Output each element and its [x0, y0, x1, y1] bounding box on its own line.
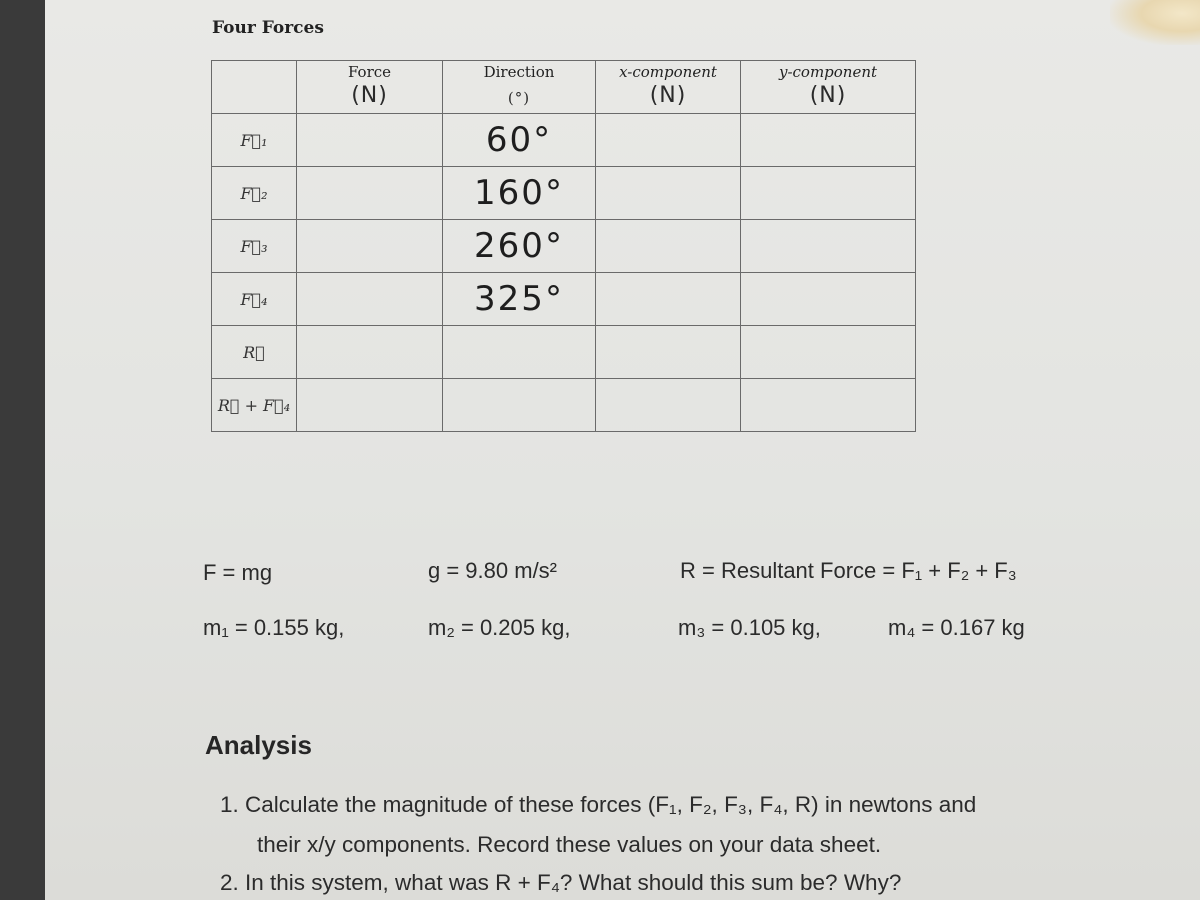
- force-cell[interactable]: [297, 220, 443, 273]
- forces-data-table: [211, 60, 916, 432]
- direction-cell[interactable]: 160°: [443, 167, 596, 220]
- table-row: [212, 220, 916, 273]
- page-title: Four Forces: [212, 18, 324, 38]
- header-force: [297, 61, 443, 114]
- mass-m1: m₁ = 0.155 kg,: [203, 615, 345, 640]
- force-cell[interactable]: [297, 167, 443, 220]
- y-component-cell[interactable]: [741, 326, 916, 379]
- row-label: R⃗ + F⃗₄: [212, 379, 297, 432]
- mass-m4: m₄ = 0.167 kg: [888, 615, 1025, 640]
- header-label: y-component: [778, 63, 878, 81]
- row-label: F⃗₃: [212, 220, 297, 273]
- row-label: R⃗: [212, 326, 297, 379]
- header-label: x-component: [619, 63, 717, 81]
- y-component-cell[interactable]: [741, 379, 916, 432]
- header-unit-handwritten: (N): [351, 83, 388, 108]
- direction-cell[interactable]: [443, 379, 596, 432]
- equation-gravity: g = 9.80 m/s²: [428, 558, 558, 583]
- x-component-cell[interactable]: [596, 167, 741, 220]
- header-empty-cell: [212, 61, 297, 114]
- question-1-line-1: 1. Calculate the magnitude of these forces (F₁, F₂, F₃, F₄, R) in newtons and: [220, 792, 977, 817]
- force-cell[interactable]: [297, 114, 443, 167]
- table-header-row: [212, 61, 916, 114]
- force-cell[interactable]: [297, 379, 443, 432]
- header-unit-handwritten: (N): [649, 83, 687, 108]
- header-direction: [443, 61, 596, 114]
- table-row: [212, 114, 916, 167]
- light-glare: [1110, 0, 1200, 45]
- row-label: F⃗₄: [212, 273, 297, 326]
- header-label: Direction: [483, 63, 555, 81]
- table-row: [212, 273, 916, 326]
- direction-cell[interactable]: 325°: [443, 273, 596, 326]
- x-component-cell[interactable]: [596, 114, 741, 167]
- header-unit-handwritten: (N): [809, 83, 847, 108]
- mass-m3: m₃ = 0.105 kg,: [678, 615, 821, 640]
- equation-f-mg: F = mg: [203, 560, 273, 585]
- header-x-component: [596, 61, 741, 114]
- question-1-line-2: their x/y components. Record these values on your data sheet.: [257, 832, 882, 857]
- row-label: F⃗₁: [212, 114, 297, 167]
- header-unit: (°): [507, 89, 531, 107]
- y-component-cell[interactable]: [741, 167, 916, 220]
- direction-cell[interactable]: 60°: [443, 114, 596, 167]
- question-2: 2. In this system, what was R + F₄? What should this sum be? Why?: [220, 870, 902, 895]
- analysis-heading: Analysis: [205, 730, 312, 760]
- direction-cell[interactable]: [443, 326, 596, 379]
- y-component-cell[interactable]: [741, 273, 916, 326]
- x-component-cell[interactable]: [596, 220, 741, 273]
- force-cell[interactable]: [297, 326, 443, 379]
- direction-cell[interactable]: 260°: [443, 220, 596, 273]
- force-cell[interactable]: [297, 273, 443, 326]
- row-label: F⃗₂: [212, 167, 297, 220]
- table-row: [212, 379, 916, 432]
- y-component-cell[interactable]: [741, 114, 916, 167]
- x-component-cell[interactable]: [596, 326, 741, 379]
- table-row: [212, 326, 916, 379]
- header-y-component: [741, 61, 916, 114]
- mass-m2: m₂ = 0.205 kg,: [428, 615, 571, 640]
- x-component-cell[interactable]: [596, 379, 741, 432]
- header-label: Force: [347, 63, 392, 81]
- table-row: [212, 167, 916, 220]
- x-component-cell[interactable]: [596, 273, 741, 326]
- equation-resultant: R = Resultant Force = F₁ + F₂ + F₃: [680, 558, 1017, 583]
- y-component-cell[interactable]: [741, 220, 916, 273]
